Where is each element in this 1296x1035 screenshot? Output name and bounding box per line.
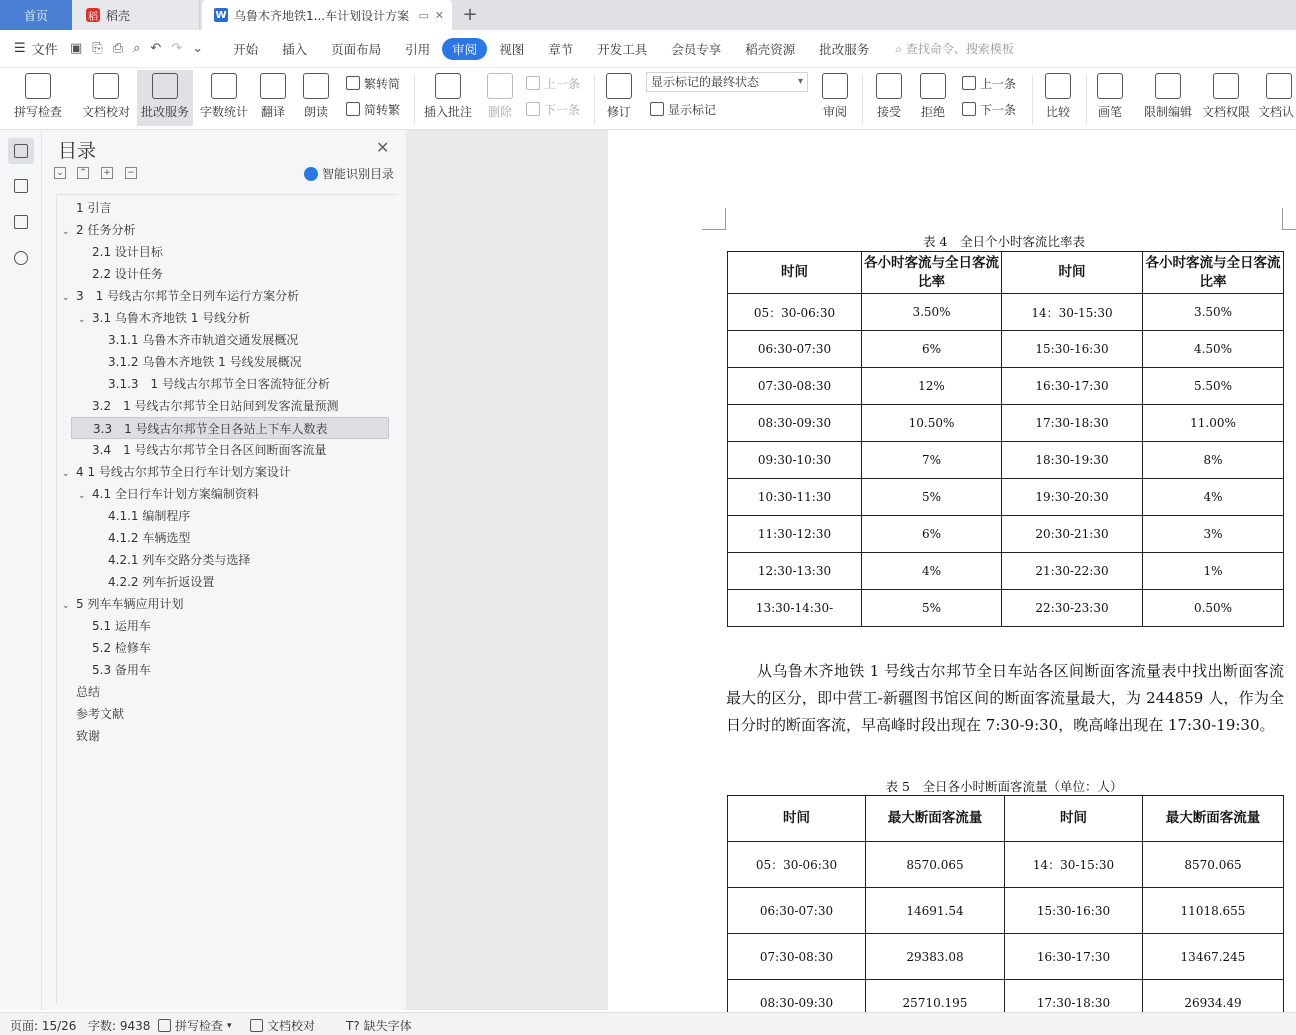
table-cell: 25710.195: [866, 980, 1005, 1026]
insert-comment-label: 插入批注: [423, 105, 472, 119]
table-cell: 16:30-17:30: [1005, 934, 1143, 980]
menu-item-0[interactable]: 开始: [233, 41, 259, 57]
daoke-logo-icon: 稻: [86, 8, 100, 22]
table-cell: 5.50%: [1143, 368, 1284, 405]
table-cell: 6%: [862, 516, 1002, 553]
table-row: [728, 553, 1284, 590]
menu-items: [221, 38, 881, 60]
table-row: [728, 590, 1284, 627]
doc-permission-button[interactable]: [1198, 70, 1254, 126]
table-cell: 07:30-08:30: [728, 934, 866, 980]
table-header-cell: 时间: [1002, 252, 1143, 294]
toc-item[interactable]: [57, 505, 377, 527]
read-aloud-label: 朗读: [303, 105, 328, 119]
toc-item-label: 4.2.1 列车交路分类与选择: [108, 553, 251, 567]
table-cell: 16:30-17:30: [1002, 368, 1143, 405]
toc-item-label: 3.3 1 号线古尔邦节全日各站上下车人数表: [93, 422, 328, 436]
toc-item-label: 3.1.1 乌鲁木齐市轨道交通发展概况: [108, 333, 299, 347]
find-icon[interactable]: [8, 245, 34, 271]
translate-icon: [260, 73, 286, 99]
page-indicator[interactable]: [10, 1017, 76, 1034]
table-cell: 06:30-07:30: [728, 331, 862, 368]
show-markup-label: 显示标记: [668, 102, 717, 117]
table-row: [728, 331, 1284, 368]
table-cell: 4%: [1143, 479, 1284, 516]
lock-doc-icon: [1155, 73, 1181, 99]
prev-change-button[interactable]: [962, 72, 1016, 94]
track-changes-label: 修订: [606, 105, 631, 119]
toc-item-label: 5.2 检修车: [92, 641, 151, 655]
table-row: [728, 842, 1284, 888]
proof-status-icon: [250, 1019, 263, 1032]
menu-bar: [0, 30, 1296, 68]
chevron-down-icon[interactable]: ⌄: [62, 293, 70, 303]
review-pane-label: 审阅: [822, 105, 847, 119]
spell-check-status[interactable]: 拼写检查 ▾: [158, 1017, 232, 1034]
table-cell: 15:30-16:30: [1005, 888, 1143, 934]
review-service-icon: [152, 73, 178, 99]
close-tab-icon[interactable]: ✕: [434, 8, 444, 22]
table-cell: 18:30-19:30: [1002, 442, 1143, 479]
table-cell: 05：30-06:30: [728, 842, 866, 888]
reject-icon: [920, 73, 946, 99]
restrict-editing-label: 限制编辑: [1143, 105, 1192, 119]
toc-item-label: 4.1.2 车辆选型: [108, 531, 191, 545]
pen-button[interactable]: [1092, 70, 1128, 126]
table-header-cell: 各小时客流与全日客流比率: [1143, 252, 1284, 294]
table-cell: 12:30-13:30: [728, 553, 862, 590]
simp-to-trad-label: 简转繁: [364, 102, 401, 117]
file-menu-label: 文件: [31, 43, 58, 58]
show-markup-button[interactable]: [650, 98, 716, 120]
table-cell: 11018.655: [1143, 888, 1284, 934]
toc-item[interactable]: [57, 197, 377, 219]
menu-item-7[interactable]: 开发工具: [597, 41, 648, 57]
toc-item[interactable]: [71, 417, 389, 439]
toc-item[interactable]: [57, 307, 377, 329]
smart-toc-button[interactable]: [304, 165, 394, 182]
table-cell: 09:30-10:30: [728, 442, 862, 479]
next-comment-icon: [526, 102, 540, 116]
toc-item-label: 4.1 全日行车计划方案编制资料: [92, 487, 259, 501]
toc-item[interactable]: [57, 241, 377, 263]
table-cell: 3.50%: [862, 294, 1002, 331]
next-change-label: 下一条: [980, 102, 1017, 117]
table-row: [728, 442, 1284, 479]
word-count-icon: [211, 73, 237, 99]
remove-heading-icon[interactable]: −: [125, 167, 137, 179]
toc-item-label: 参考文献: [76, 707, 125, 721]
table-cell: 17:30-18:30: [1002, 405, 1143, 442]
doc-auth-icon: [1266, 73, 1292, 99]
doc-proof-label: 文档校对: [81, 105, 130, 119]
table-cell: 3.50%: [1143, 294, 1284, 331]
toc-item[interactable]: [57, 571, 377, 593]
menu-item-10[interactable]: 批改服务: [819, 41, 870, 57]
table-cell: 08:30-09:30: [728, 405, 862, 442]
file-menu[interactable]: [0, 39, 70, 58]
table-header-cell: 各小时客流与全日客流比率: [862, 252, 1002, 294]
doc-permission-icon: [1213, 73, 1239, 99]
doc-proof-button[interactable]: [78, 70, 134, 126]
table-cell: 06:30-07:30: [728, 888, 866, 934]
table-header-cell: 时间: [728, 252, 862, 294]
next-change-icon: [962, 102, 976, 116]
track-changes-icon: [606, 73, 632, 99]
prev-comment-icon: [526, 76, 540, 90]
delete-comment-label: 删除: [487, 105, 512, 119]
pen-label: 画笔: [1097, 105, 1122, 119]
restrict-editing-button[interactable]: [1140, 70, 1196, 126]
table-cell: 12%: [862, 368, 1002, 405]
table-cell: 0.50%: [1143, 590, 1284, 627]
table-header-cell: 最大断面客流量: [866, 796, 1005, 842]
table-row: [728, 294, 1284, 331]
doc-auth-label: 文档认: [1258, 105, 1295, 119]
table4: [727, 251, 1284, 627]
toc-item[interactable]: [57, 329, 377, 351]
prev-comment-button[interactable]: [526, 72, 580, 94]
next-comment-label: 下一条: [544, 102, 581, 117]
ribbon-divider: [594, 74, 595, 124]
toc-item[interactable]: [57, 659, 377, 681]
margin-corner-left: [702, 208, 726, 230]
table-row: [728, 368, 1284, 405]
table-cell: 13467.245: [1143, 934, 1284, 980]
table-cell: 8570.065: [1143, 842, 1284, 888]
track-changes-button[interactable]: [600, 70, 638, 126]
save-icon[interactable]: ▣: [70, 41, 83, 56]
tab-bar: [0, 0, 1296, 30]
chapter-nav-icon[interactable]: [8, 173, 34, 199]
menu-item-2[interactable]: 页面布局: [331, 41, 382, 57]
toc-item[interactable]: [57, 703, 377, 725]
table-cell: 1%: [1143, 553, 1284, 590]
margin-corner-right: [1282, 208, 1296, 230]
toc-item[interactable]: [57, 461, 377, 483]
table-row: [728, 516, 1284, 553]
toc-list: [56, 194, 398, 1004]
body-paragraph: 从乌鲁木齐地铁 1 号线古尔邦节全日车站各区间断面客流量表中找出断面客流最大的区分，即中营工-新疆图书馆区间的断面客流量最大，为 244859 人，作为全日分时的断面客流，早高峰时段出现在 7:30-9:30，晚高峰出现在 17:30-19:30。: [726, 662, 1284, 734]
close-icon[interactable]: ✕: [376, 138, 390, 157]
table-cell: 6%: [862, 331, 1002, 368]
toc-item-label: 5 列车车辆应用计划: [76, 597, 184, 611]
ribbon-divider: [862, 74, 863, 124]
table-cell: 10:30-11:30: [728, 479, 862, 516]
table-cell: 05：30-06:30: [728, 294, 862, 331]
proof-status-label: 文档校对: [267, 1019, 316, 1033]
spell-check-status-label: 拼写检查: [175, 1019, 224, 1033]
table-cell: 4%: [862, 553, 1002, 590]
table-cell: 7%: [862, 442, 1002, 479]
tab-daoke[interactable]: [72, 0, 200, 30]
smart-toc-label: 智能识别目录: [322, 167, 395, 181]
show-markup-icon: [650, 102, 664, 116]
search-icon: ⌕: [895, 42, 906, 56]
missing-font-status[interactable]: [346, 1017, 412, 1034]
print-preview-icon[interactable]: ⌕: [133, 41, 141, 56]
prev-comment-label: 上一条: [544, 76, 581, 91]
toc-item-label: 1 引言: [76, 201, 112, 215]
toc-item[interactable]: [57, 439, 377, 461]
next-change-button[interactable]: [962, 98, 1016, 120]
missing-font-label: 缺失字体: [363, 1019, 412, 1033]
menu-item-1[interactable]: 插入: [282, 41, 308, 57]
toc-item[interactable]: [57, 549, 377, 571]
toc-panel: [42, 130, 406, 1010]
toc-item-label: 4.2.2 列车折返设置: [108, 575, 215, 589]
toc-item-label: 4.1.1 编制程序: [108, 509, 191, 523]
toc-item[interactable]: [57, 395, 377, 417]
chevron-down-icon[interactable]: ⌄: [62, 227, 70, 237]
insert-comment-icon: [435, 73, 461, 99]
doc-auth-button[interactable]: [1258, 70, 1296, 126]
review-service-button[interactable]: [137, 70, 193, 126]
simp-to-trad-button[interactable]: [346, 98, 400, 120]
print-icon[interactable]: ⎙: [112, 41, 124, 56]
toc-item[interactable]: [57, 285, 377, 307]
redo-icon[interactable]: ↷: [171, 41, 183, 56]
menu-item-4[interactable]: 审阅: [442, 38, 487, 60]
undo-icon[interactable]: ↶: [150, 41, 162, 56]
table-cell: 5%: [862, 590, 1002, 627]
table-cell: 11.00%: [1143, 405, 1284, 442]
quick-access: [70, 41, 203, 56]
table-cell: 11:30-12:30: [728, 516, 862, 553]
toc-item-label: 3.2 1 号线古尔邦节全日站间到发客流量预测: [92, 399, 339, 413]
table-header-row: [728, 796, 1284, 842]
add-heading-icon[interactable]: +: [101, 167, 113, 179]
accept-button[interactable]: [870, 70, 908, 126]
review-service-label: 批改服务: [140, 105, 189, 119]
read-aloud-button[interactable]: [298, 70, 334, 126]
menu-item-3[interactable]: 引用: [405, 41, 431, 57]
table-header-cell: 时间: [728, 796, 866, 842]
proof-status[interactable]: [250, 1017, 315, 1034]
toc-item-label: 5.3 备用车: [92, 663, 151, 677]
table-cell: 07:30-08:30: [728, 368, 862, 405]
table-cell: 13:30-14:30-: [728, 590, 862, 627]
insert-comment-button[interactable]: [422, 70, 474, 126]
toc-item-label: 4 1 号线古尔邦节全日行车计划方案设计: [76, 465, 291, 479]
compare-label: 比较: [1045, 105, 1070, 119]
review-pane-button[interactable]: [816, 70, 854, 126]
chevron-down-icon[interactable]: ⌄: [62, 469, 70, 479]
table-row: [728, 479, 1284, 516]
table-cell: 26934.49: [1143, 980, 1284, 1026]
ribbon-divider: [1032, 74, 1033, 124]
toc-item[interactable]: [57, 681, 377, 703]
toc-item[interactable]: [57, 637, 377, 659]
table-header-cell: 时间: [1005, 796, 1143, 842]
table-cell: 10.50%: [862, 405, 1002, 442]
spell-check-label: 拼写检查: [13, 105, 62, 119]
table-cell: 5%: [862, 479, 1002, 516]
bookmark-icon[interactable]: [8, 209, 34, 235]
tab-document[interactable]: [202, 0, 452, 30]
prev-change-label: 上一条: [980, 76, 1017, 91]
toc-item-label: 3 1 号线古尔邦节全日列车运行方案分析: [76, 289, 300, 303]
expand-up-icon[interactable]: ⌃: [77, 167, 89, 179]
delete-comment-icon: [487, 73, 513, 99]
menu-item-5[interactable]: 视图: [499, 41, 525, 57]
table-cell: 4.50%: [1143, 331, 1284, 368]
missing-font-icon: T?: [346, 1018, 360, 1033]
read-aloud-icon: [303, 73, 329, 99]
doc-proof-icon: [93, 73, 119, 99]
toc-item-label: 3.1.2 乌鲁木齐地铁 1 号线发展概况: [108, 355, 302, 369]
command-search[interactable]: [895, 40, 1014, 57]
chevron-down-icon[interactable]: ⌄: [62, 601, 70, 611]
checkbox-icon: [158, 1019, 171, 1032]
toc-item-label: 3.4 1 号线古尔邦节全日各区间断面客流量: [92, 443, 327, 457]
word-count-status-label: 字数: 9438: [88, 1019, 151, 1033]
table5-caption: 表 5 全日各小时断面客流量（单位：人）: [885, 779, 1123, 794]
translate-button[interactable]: [255, 70, 291, 126]
smart-toc-icon: [304, 167, 318, 181]
collapse-all-icon[interactable]: ⌄: [54, 167, 66, 179]
table-cell: 20:30-21:30: [1002, 516, 1143, 553]
menu-item-6[interactable]: 章节: [548, 41, 574, 57]
markup-state-dropdown[interactable]: 显示标记的最终状态 ▾: [646, 72, 808, 92]
table-cell: 8570.065: [866, 842, 1005, 888]
toc-item[interactable]: [57, 527, 377, 549]
ribbon-divider: [414, 74, 415, 124]
table-row: [728, 888, 1284, 934]
table-cell: 3%: [1143, 516, 1284, 553]
screen-icon[interactable]: ▭: [418, 8, 429, 22]
toc-item-label: 致谢: [76, 729, 101, 743]
table-cell: 14691.54: [866, 888, 1005, 934]
toc-item[interactable]: [57, 351, 377, 373]
doc-permission-label: 文档权限: [1201, 105, 1250, 119]
reject-label: 拒绝: [920, 105, 945, 119]
delete-comment-button[interactable]: [482, 70, 518, 126]
toc-item-label: 3.1.3 1 号线古尔邦节全日客流特征分析: [108, 377, 330, 391]
toc-title: 目录: [58, 140, 97, 162]
compare-button[interactable]: [1038, 70, 1078, 126]
accept-icon: [876, 73, 902, 99]
trad-to-simp-button[interactable]: [346, 72, 400, 94]
chevron-down-icon[interactable]: ⌄: [78, 491, 86, 501]
table-cell: 22:30-23:30: [1002, 590, 1143, 627]
table-header-row: [728, 252, 1284, 294]
trad-to-simp-label: 繁转简: [364, 76, 401, 91]
table-cell: 19:30-20:30: [1002, 479, 1143, 516]
chevron-down-icon[interactable]: ⌄: [78, 315, 86, 325]
table-cell: 14：30-15:30: [1005, 842, 1143, 888]
tab-daoke-label: 稻壳: [106, 8, 131, 23]
toc-item[interactable]: [57, 615, 377, 637]
spell-check-icon: [25, 73, 51, 99]
toc-item-label: 3.1 乌鲁木齐地铁 1 号线分析: [92, 311, 251, 325]
menu-item-9[interactable]: 稻壳资源: [745, 41, 796, 57]
accept-label: 接受: [876, 105, 901, 119]
toc-item-label: 2.2 设计任务: [92, 267, 163, 281]
prev-change-icon: [962, 76, 976, 90]
export-pdf-icon[interactable]: ⎘: [92, 41, 103, 56]
table-cell: 17:30-18:30: [1005, 980, 1143, 1026]
toc-item[interactable]: [57, 373, 377, 395]
page-gutter: [406, 130, 608, 1010]
word-count-button[interactable]: [196, 70, 252, 126]
toc-item-label: 5.1 运用车: [92, 619, 151, 633]
nav-rail: [0, 130, 42, 1010]
new-tab-icon[interactable]: +: [462, 4, 478, 25]
table4-caption: 表 4 全日个小时客流比率表: [923, 234, 1085, 249]
table-row: [728, 405, 1284, 442]
spell-check-button[interactable]: [10, 70, 66, 126]
command-search-placeholder: 查找命令、搜索模板: [905, 42, 1014, 56]
toc-item[interactable]: [57, 219, 377, 241]
table-header-cell: 最大断面客流量: [1143, 796, 1284, 842]
toc-item-label: 总结: [76, 685, 101, 699]
toc-item[interactable]: [57, 263, 377, 285]
pen-icon: [1097, 73, 1123, 99]
translate-label: 翻译: [260, 105, 285, 119]
simp-to-trad-icon: [346, 102, 360, 116]
status-bar: [0, 1012, 1296, 1035]
tab-home[interactable]: [0, 0, 72, 30]
more-chevron-icon[interactable]: ⌄: [192, 41, 204, 56]
compare-icon: [1045, 73, 1071, 99]
reject-button[interactable]: [914, 70, 952, 126]
table-row: [728, 934, 1284, 980]
document-page: [608, 130, 1296, 1010]
table-cell: 14：30-15:30: [1002, 294, 1143, 331]
toc-item-label: 2.1 设计目标: [92, 245, 163, 259]
page-indicator-label: 页面: 15/26: [10, 1019, 77, 1033]
ribbon-divider: [1086, 74, 1087, 124]
toc-item[interactable]: [57, 593, 377, 615]
word-count-label: 字数统计: [199, 105, 248, 119]
toc-panel-icon[interactable]: [8, 138, 34, 164]
toc-item[interactable]: [57, 483, 377, 505]
table-cell: 21:30-22:30: [1002, 553, 1143, 590]
word-count-status[interactable]: [88, 1017, 150, 1034]
writer-doc-icon: W: [215, 9, 227, 21]
table-cell: 08:30-09:30: [728, 980, 866, 1026]
tab-home-label: 首页: [23, 8, 48, 23]
review-pane-icon: [822, 73, 848, 99]
hamburger-icon: ☰: [14, 41, 26, 56]
table5: [727, 795, 1284, 1026]
toc-item[interactable]: [57, 725, 377, 747]
toc-item-label: 2 任务分析: [76, 223, 136, 237]
table-cell: 8%: [1143, 442, 1284, 479]
table-cell: 29383.08: [866, 934, 1005, 980]
next-comment-button[interactable]: [526, 98, 580, 120]
tab-document-label: 乌鲁木齐地铁1...车计划设计方案: [234, 8, 410, 23]
table-cell: 15:30-16:30: [1002, 331, 1143, 368]
menu-item-8[interactable]: 会员专享: [671, 41, 722, 57]
trad-to-simp-icon: [346, 76, 360, 90]
